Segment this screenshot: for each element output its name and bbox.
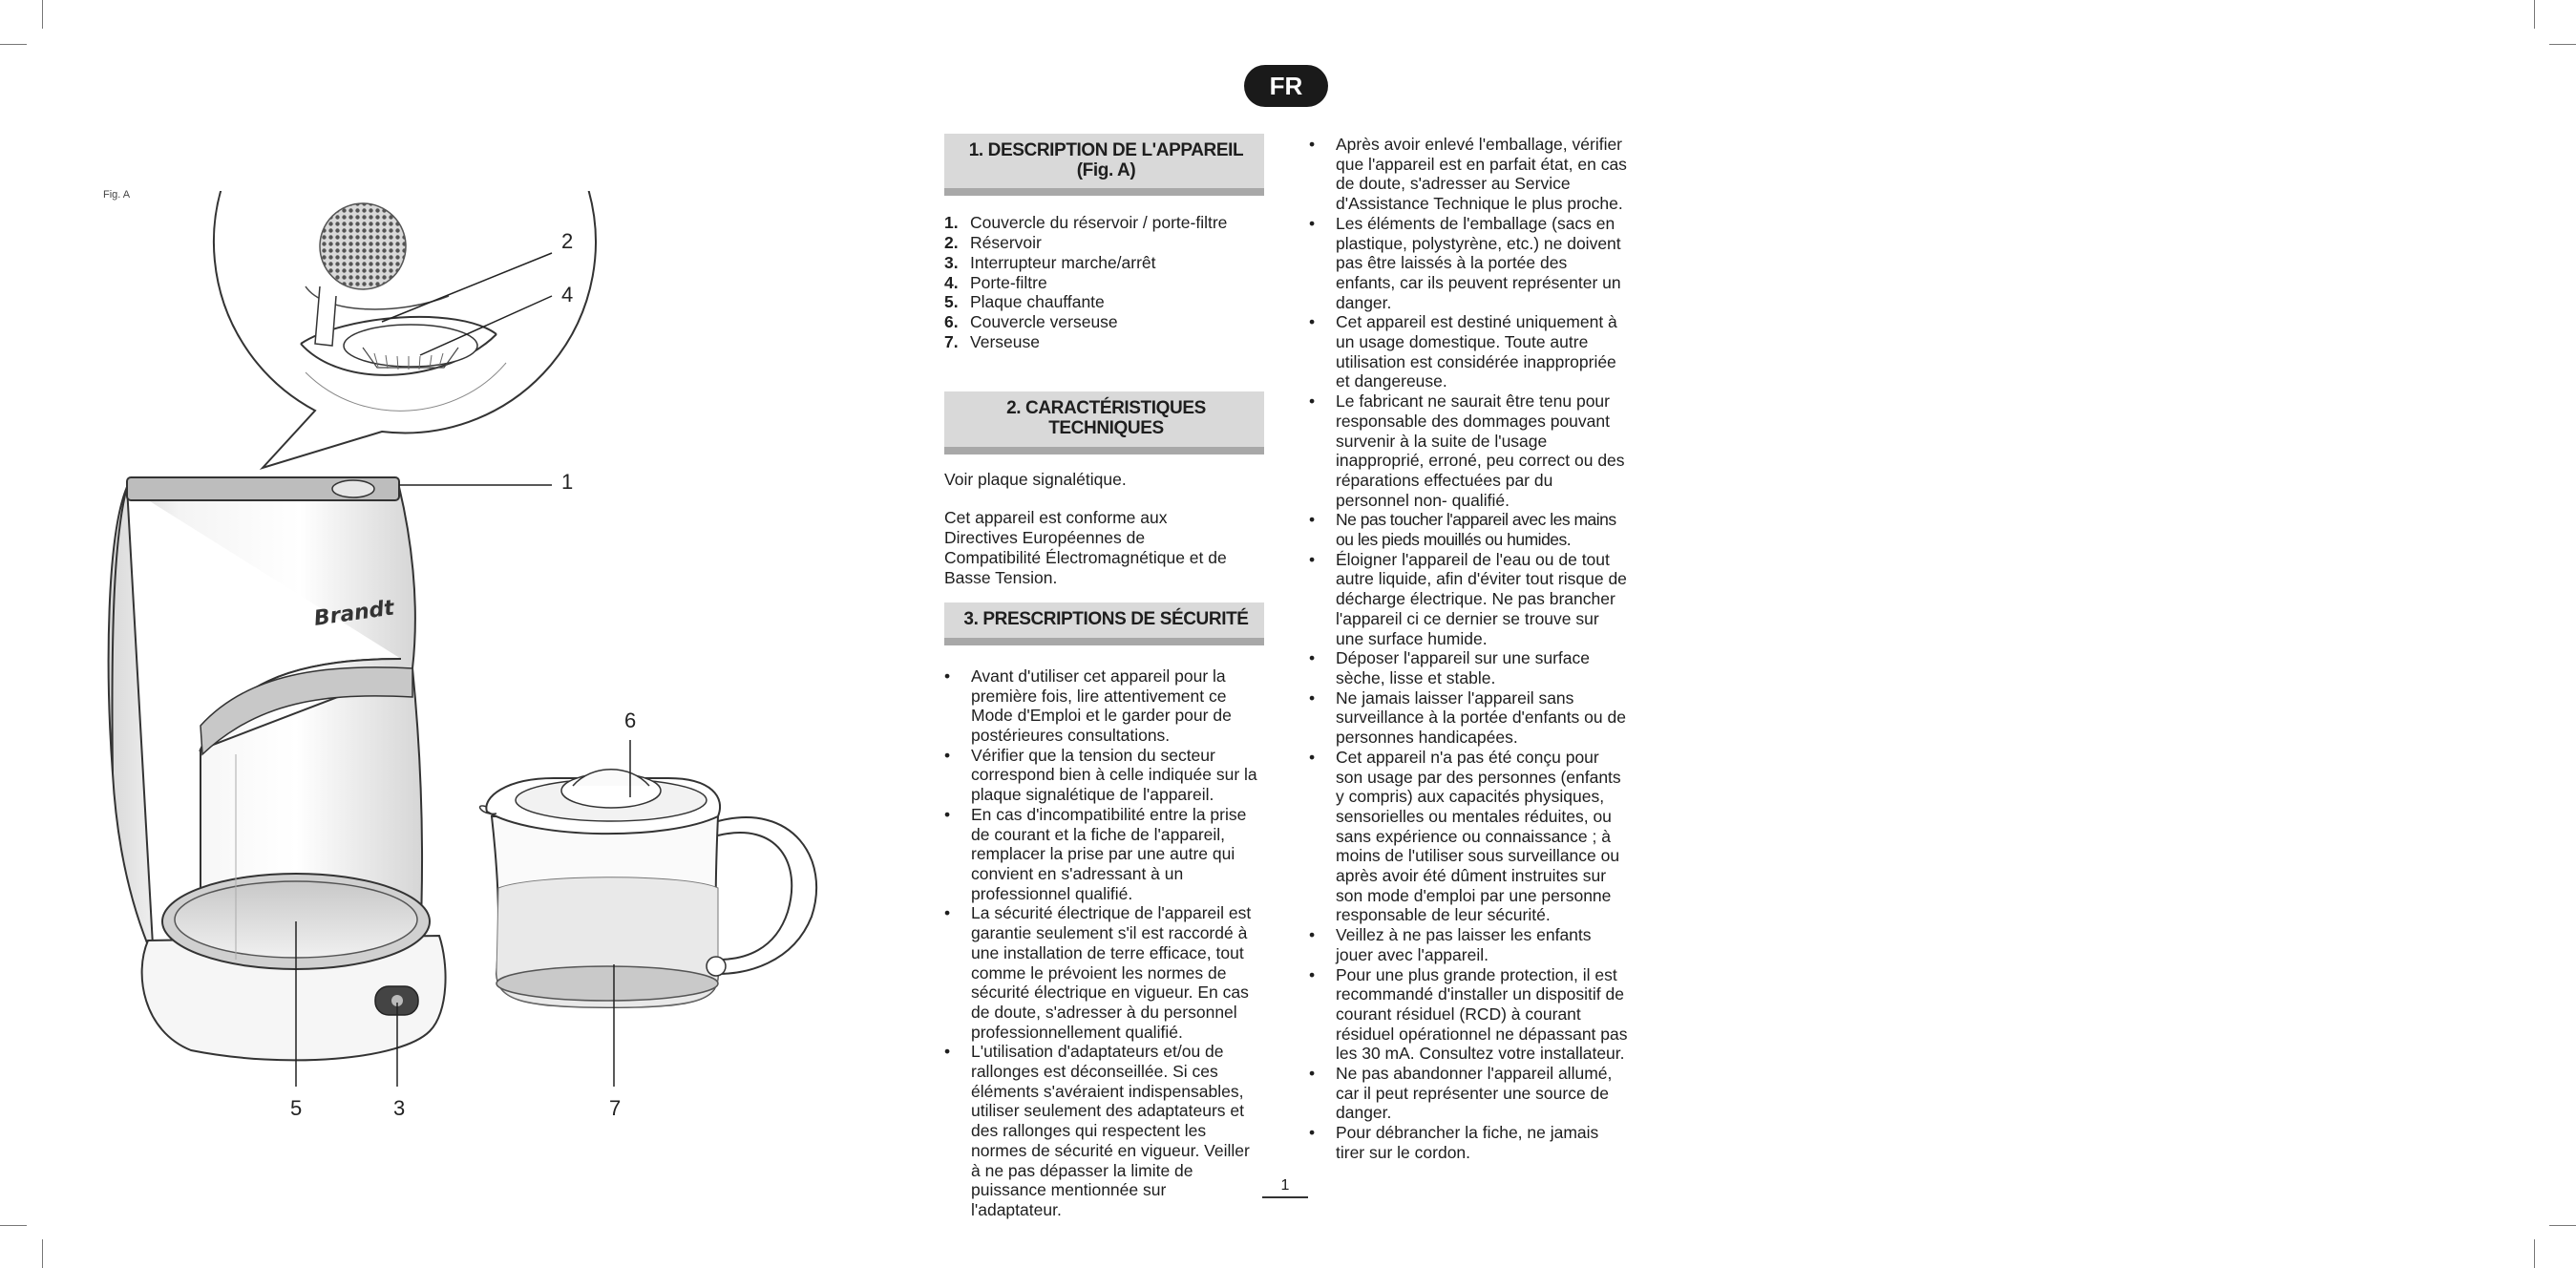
item-number: 6. bbox=[944, 311, 959, 331]
detail-zoom-bubble bbox=[214, 191, 596, 468]
list-item: • Les éléments de l'emballage (sacs en plastique, polystyrène, etc.) ne doivent pas être laissés à la portée des enfants, car ils peuvent représenter un danger. bbox=[1309, 214, 1629, 313]
crop-mark bbox=[42, 0, 43, 29]
section-title-safety: 3. PRESCRIPTIONS DE SÉCURITÉ bbox=[944, 602, 1264, 645]
list-item bbox=[944, 213, 1264, 233]
callout-1: 1 bbox=[561, 470, 574, 494]
list-item: • Veillez à ne pas laisser les enfants jouer avec l'appareil. bbox=[1309, 925, 1629, 964]
language-badge: FR bbox=[1244, 65, 1328, 107]
crop-mark bbox=[2549, 44, 2576, 45]
coffee-maker-body bbox=[109, 477, 446, 1060]
section-title-description: 1. DESCRIPTION DE L'APPAREIL (Fig. A) bbox=[944, 134, 1264, 196]
text-column-right bbox=[1309, 135, 1629, 1163]
technical-para-2: Cet appareil est conforme aux Directives Européennes de Compatibilité Électromagnétique et de Basse Tension. bbox=[944, 508, 1227, 587]
list-item: • Cet appareil est destiné uniquement à un usage domestique. Toute autre utilisation est considérée inappropriée et dangereuse. bbox=[1309, 312, 1629, 391]
list-item: • Ne pas abandonner l'appareil allumé, car il peut représenter une source de danger. bbox=[1309, 1064, 1629, 1123]
item-number: 3. bbox=[944, 252, 959, 272]
item-text: Réservoir bbox=[970, 233, 1042, 253]
page-number-rule bbox=[1262, 1196, 1308, 1198]
callout-7: 7 bbox=[609, 1096, 622, 1120]
list-item: • En cas d'incompatibilité entre la prise de courant et la fiche de l'appareil, remplacer la prise par une autre qui convient en s'adressant à un professionnel qualifié. bbox=[944, 805, 1259, 904]
callout-2: 2 bbox=[561, 229, 574, 253]
item-number: 4. bbox=[944, 272, 959, 292]
list-item: • Après avoir enlevé l'emballage, vérifier que l'appareil est en parfait état, en cas de doute, s'adresser au Service d'Assistance Technique le plus proche. bbox=[1309, 135, 1629, 214]
crop-mark bbox=[42, 1239, 43, 1268]
figure-label: Fig. A bbox=[103, 189, 131, 201]
list-item: • L'utilisation d'adaptateurs et/ou de rallonges est déconseillée. Si ces éléments s'avéraient indispensables, utiliser seulement des adaptateurs et des rallonges qui respectent les normes de sécurité en vigueur. Veiller à ne pas dépasser la limite de puissance mentionnée sur l'adaptateur. bbox=[944, 1042, 1259, 1219]
list-item: • Le fabricant ne saurait être tenu pour responsable des dommages pouvant survenir à la suite de l'usage inapproprié, erroné, peu correct ou des réparations effectuées par du personnel non- qualifié. bbox=[1309, 391, 1629, 510]
item-text: Verseuse bbox=[970, 331, 1040, 351]
technical-para-1: Voir plaque signalétique. bbox=[944, 469, 1127, 489]
item-text: Interrupteur marche/arrêt bbox=[970, 252, 1156, 272]
list-item bbox=[944, 253, 1264, 273]
crop-mark bbox=[2549, 1225, 2576, 1226]
callout-3: 3 bbox=[393, 1096, 406, 1120]
parts-list bbox=[944, 213, 1264, 351]
item-number: 2. bbox=[944, 233, 959, 253]
list-item bbox=[944, 273, 1264, 293]
section-title-technical: 2. CARACTÉRISTIQUES TECHNIQUES bbox=[944, 391, 1264, 454]
crop-mark bbox=[0, 44, 27, 45]
item-text: Couvercle du réservoir / porte-filtre bbox=[970, 213, 1228, 233]
coffee-maker-illustration bbox=[95, 191, 840, 1088]
list-item: • Ne jamais laisser l'appareil sans surveillance à la portée d'enfants ou de personnes handicapées. bbox=[1309, 688, 1629, 748]
list-item: • Pour une plus grande protection, il est recommandé d'installer un dispositif de courant résiduel (RCD) à courant résiduel opérationnel ne dépassant pas les 30 mA. Consultez votre installateur. bbox=[1309, 965, 1629, 1065]
list-item: • Déposer l'appareil sur une surface sèche, lisse et stable. bbox=[1309, 648, 1629, 687]
crop-mark bbox=[0, 1225, 27, 1226]
safety-list-right bbox=[1309, 135, 1629, 1163]
item-text: Plaque chauffante bbox=[970, 292, 1105, 312]
brand-logo: Brandt bbox=[312, 596, 396, 631]
list-item: • Pour débrancher la fiche, ne jamais tirer sur le cordon. bbox=[1309, 1123, 1629, 1162]
callout-5: 5 bbox=[290, 1096, 303, 1120]
item-text: Porte-filtre bbox=[970, 272, 1047, 292]
text-column-left bbox=[944, 134, 1264, 1220]
list-item: • Ne pas toucher l'appareil avec les mains ou les pieds mouillés ou humides. bbox=[1309, 510, 1629, 549]
list-item: • Vérifier que la tension du secteur correspond bien à celle indiquée sur la plaque signalétique de l'appareil. bbox=[944, 746, 1259, 805]
item-number: 5. bbox=[944, 292, 959, 312]
page-number: 1 bbox=[1280, 1177, 1290, 1194]
list-item bbox=[944, 233, 1264, 253]
list-item bbox=[944, 312, 1264, 332]
list-item bbox=[944, 292, 1264, 312]
crop-mark bbox=[2534, 0, 2535, 29]
item-number: 1. bbox=[944, 213, 959, 233]
list-item: • Cet appareil n'a pas été conçu pour son usage par des personnes (enfants y compris) aux capacités physiques, sensorielles ou mentales réduites, ou sans expérience ou connaissance ; à moins de l'utiliser sous surveillance ou après avoir été dûment instruites sur son mode d'emploi par une personne responsable de leur sécurité. bbox=[1309, 748, 1629, 925]
list-item: • La sécurité électrique de l'appareil est garantie seulement s'il est raccordé à une installation de terre efficace, tout comme le prévoient les normes de sécurité électrique en vigueur. En cas de doute, s'adresser à du personnel professionnellement qualifié. bbox=[944, 903, 1259, 1042]
carafe bbox=[480, 770, 817, 1007]
item-number: 7. bbox=[944, 331, 959, 351]
list-item bbox=[944, 332, 1264, 352]
list-item: • Avant d'utiliser cet appareil pour la première fois, lire attentivement ce Mode d'Emploi et le garder pour de postérieures consultations. bbox=[944, 666, 1259, 746]
callout-6: 6 bbox=[624, 708, 637, 732]
crop-mark bbox=[2534, 1239, 2535, 1268]
callout-4: 4 bbox=[561, 283, 574, 306]
list-item: • Éloigner l'appareil de l'eau ou de tout autre liquide, afin d'éviter tout risque de décharge électrique. Ne pas brancher l'appareil ci ce dernier se trouve sur une surface humide. bbox=[1309, 550, 1629, 649]
item-text: Couvercle verseuse bbox=[970, 311, 1118, 331]
safety-list-left bbox=[944, 666, 1259, 1220]
